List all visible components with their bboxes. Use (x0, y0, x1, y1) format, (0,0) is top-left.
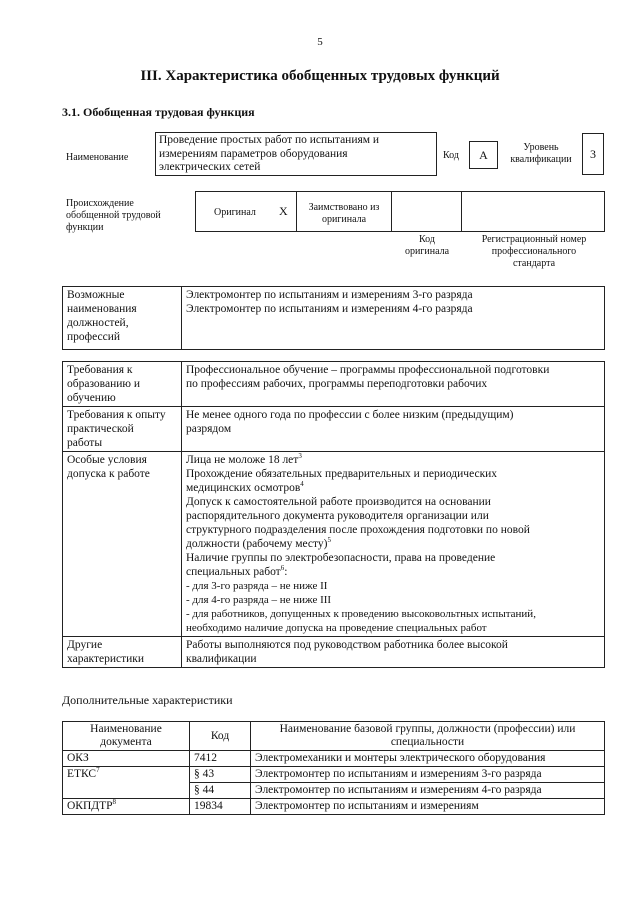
okpdtr-cell (63, 799, 190, 815)
origin-label: Происхождение обобщенной трудовой функции (66, 198, 161, 233)
okpdtr-label: ОКПДТР (67, 800, 113, 812)
table-row (63, 799, 605, 815)
footnote-ref-3: 3 (298, 452, 302, 461)
special-line-2: Прохождение обязательных предварительных и периодических медицинских осмотров (186, 468, 498, 494)
borrowed-box: Заимствовано из оригинала (296, 191, 392, 232)
etks-code-2: § 44 (190, 783, 251, 799)
experience-label: Требования к опыту практической работы (63, 407, 182, 452)
etks-code-1: § 43 (190, 767, 251, 783)
experience-value: Не менее одного года по профессии с более низким (предыдущим) разрядом (182, 407, 605, 452)
level-label: Уровень квалификации (510, 142, 572, 165)
special-line-4-tail: : (284, 566, 288, 578)
col-name-header: Наименование базовой группы, должности (профессии) или специальности (251, 722, 605, 751)
code-original-box (391, 191, 462, 232)
reg-number-box (461, 191, 605, 232)
code-value: А (469, 141, 498, 169)
reg-number-label: Регистрационный номер профессионального стандарта (481, 234, 587, 269)
special-label: Особые условия допуска к работе (63, 452, 182, 637)
footnote-ref-6: 6 (280, 564, 285, 573)
etks-name-2: Электромонтер по испытаниям и измерениям 4-го разряда (251, 783, 605, 799)
additional-title: Дополнительные характеристики (62, 693, 233, 707)
other-label: Другие характеристики (63, 637, 182, 668)
col-doc-header: Наименование документа (63, 722, 190, 751)
okpdtr-code: 19834 (190, 799, 251, 815)
okpdtr-name: Электромонтер по испытаниям и измерениям (251, 799, 605, 815)
special-line-5: - для 3-го разряда – не ниже II - для 4-го разряда – не ниже III - для работников, допущенных к проведению высоковольтных испытаний, необходимо наличие допуска на проведение специальных работ (186, 580, 536, 634)
col-code-header: Код (190, 722, 251, 751)
positions-label: Возможные наименования должностей, профессий (63, 287, 182, 350)
table-row (63, 452, 605, 637)
page-number: 5 (317, 36, 323, 48)
okz-cell: ОКЗ (63, 751, 190, 767)
education-value: Профессиональное обучение – программы профессиональной подготовки по профессиям рабочих, программы переподготовки рабочих (182, 362, 605, 407)
positions-table (62, 286, 605, 350)
special-line-1: Лица не моложе 18 лет (186, 454, 299, 466)
section-title: III. Характеристика обобщенных трудовых функций (140, 68, 500, 84)
footnote-ref-5: 5 (327, 536, 331, 545)
name-label: Наименование (66, 152, 129, 163)
table-row (63, 751, 605, 767)
other-value: Работы выполняются под руководством работника более высокой квалификации (182, 637, 605, 668)
additional-table (62, 721, 605, 815)
footnote-ref-8: 8 (112, 798, 117, 807)
original-box (195, 191, 297, 232)
requirements-table (62, 361, 605, 668)
table-row (63, 287, 605, 350)
okz-name: Электромеханики и монтеры электрического оборудования (251, 751, 605, 767)
original-mark: X (279, 204, 288, 218)
footnote-ref-7: 7 (96, 766, 100, 775)
table-row (63, 722, 605, 751)
education-label: Требования к образованию и обучению (63, 362, 182, 407)
positions-value: Электромонтер по испытаниям и измерениям 3-го разряда Электромонтер по испытаниям и измерениям 4-го разряда (182, 287, 605, 350)
function-name-value: Проведение простых работ по испытаниям и измерениям параметров оборудования электрических сетей (155, 132, 437, 176)
etks-cell (63, 767, 190, 799)
level-value: 3 (582, 133, 604, 175)
table-row (63, 767, 605, 783)
special-line-3: Допуск к самостоятельной работе производится на основании распорядительного документа руководителя организации или структурного подразделения после прохождения подготовки по новой должности (рабочему месту) (186, 496, 530, 550)
etks-name-1: Электромонтер по испытаниям и измерениям 3-го разряда (251, 767, 605, 783)
table-row (63, 407, 605, 452)
original-label: Оригинал (214, 207, 256, 218)
special-value (182, 452, 605, 637)
code-label: Код (443, 150, 459, 161)
special-line-4: Наличие группы по электробезопасности, права на проведение специальных работ (186, 552, 496, 578)
code-original-label: Код оригинала (404, 234, 450, 257)
footnote-ref-4: 4 (300, 480, 304, 489)
okz-code: 7412 (190, 751, 251, 767)
subsection-title: 3.1. Обобщенная трудовая функция (62, 105, 255, 119)
table-row (63, 637, 605, 668)
table-row (63, 362, 605, 407)
etks-label: ЕТКС (67, 768, 97, 780)
